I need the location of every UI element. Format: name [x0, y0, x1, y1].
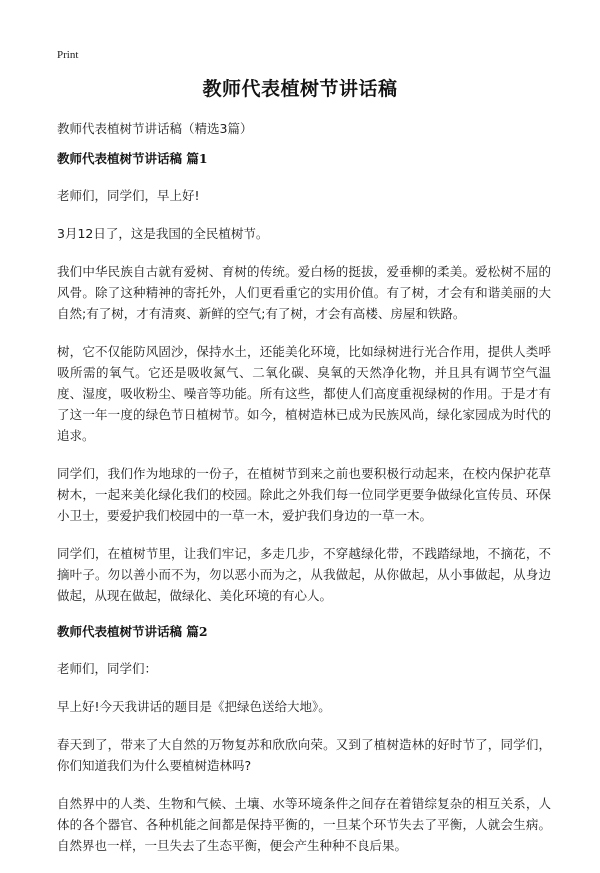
paragraph: 我们中华民族自古就有爱树、育树的传统。爱白杨的挺拔，爱垂柳的柔美。爱松树不屈的风骨。除了这种精神的寄托外，人们更看重它的实用价值。有了树，才会有和谐美丽的大自然;有了树，才有清爽、新鲜的空气;有了树，才会有高楼、房屋和铁路。 [57, 264, 551, 321]
paragraph: 同学们，在植树节里，让我们牢记，多走几步，不穿越绿化带，不践踏绿地，不摘花，不摘叶子。勿以善小而不为，勿以恶小而为之，从我做起，从你做起，从小事做起，从身边做起，从现在做起，做绿化、美化环境的有心人。 [57, 546, 551, 603]
document-body [57, 150, 551, 873]
paragraph: 3月12日了，这是我国的全民植树节。 [57, 226, 269, 241]
document-subtitle: 教师代表植树节讲话稿（精选3篇） [57, 121, 253, 136]
paragraph: 老师们，同学们： [57, 661, 158, 676]
print-link[interactable]: Print [57, 49, 79, 61]
section-heading-1: 教师代表植树节讲话稿 篇1 [57, 151, 208, 166]
paragraph: 自然界中的人类、生物和气候、土壤、水等环境条件之间存在着错综复杂的相互关系，人体的各个器官、各种机能之间都是保持平衡的，一旦某个环节失去了平衡，人就会生病。自然界也一样，一旦失去了生态平衡，便会产生种种不良后果。 [57, 796, 551, 853]
paragraph: 早上好!今天我讲话的题目是《把绿色送给大地》。 [57, 699, 331, 714]
paragraph: 老师们，同学们，早上好! [57, 188, 200, 203]
section-heading-2: 教师代表植树节讲话稿 篇2 [57, 624, 208, 639]
paragraph: 春天到了，带来了大自然的万物复苏和欣欣向荣。又到了植树造林的好时节了，同学们，你们知道我们为什么要植树造林吗? [57, 737, 551, 773]
paragraph: 同学们，我们作为地球的一份子，在植树节到来之前也要积极行动起来，在校内保护花草树木，一起来美化绿化我们的校园。除此之外我们每一位同学更要争做绿化宣传员、环保小卫士，要爱护我们校园中的一草一木，爱护我们身边的一草一木。 [57, 466, 551, 523]
paragraph: 树，它不仅能防风固沙，保持水土，还能美化环境，比如绿树进行光合作用，提供人类呼吸所需的氧气。它还是吸收氮气、二氧化碳、臭氧的天然净化物，并且具有调节空气温度、湿度，吸收粉尘、噪音等功能。所有这些，都使人们高度重视绿树的作用。于是才有了这一年一度的绿色节日植树节。如今，植树造林已成为民族风尚，绿化家园成为时代的追求。 [57, 344, 551, 443]
document-title: 教师代表植树节讲话稿 [202, 78, 398, 100]
